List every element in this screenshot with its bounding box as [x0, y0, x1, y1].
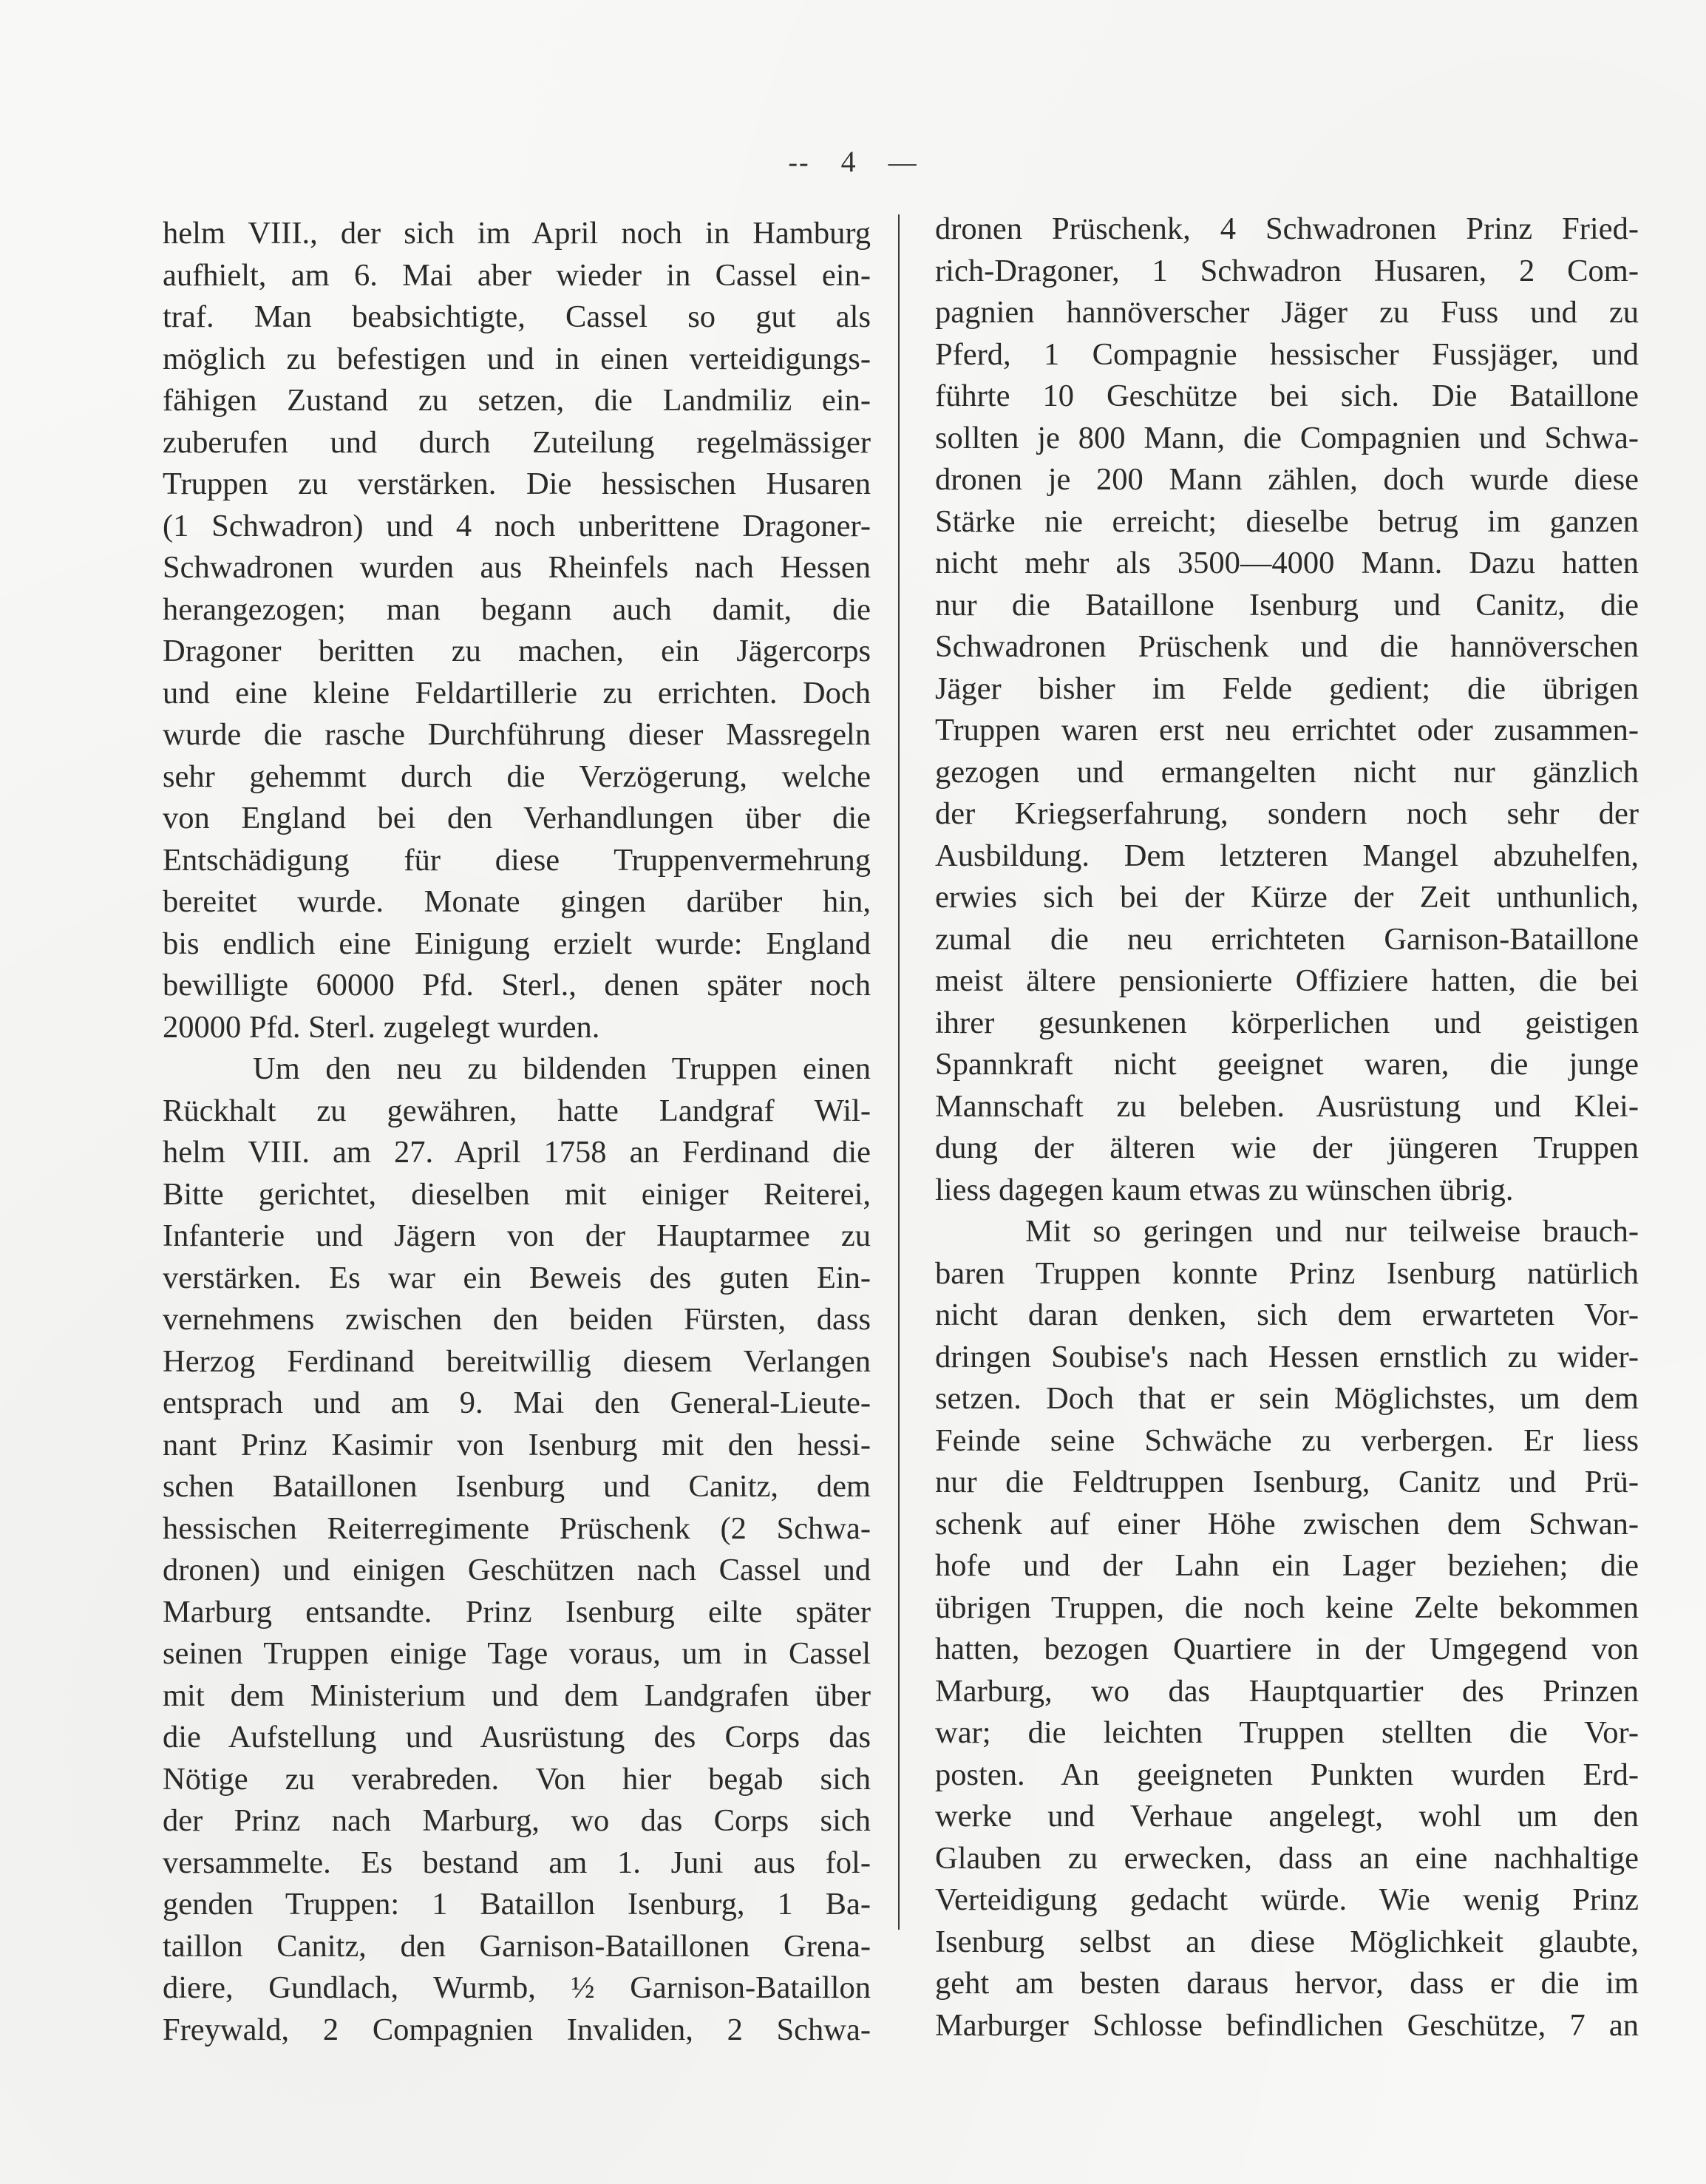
text-line: Dragoner beritten zu machen, ein Jägercorps [163, 634, 871, 668]
text-line: meist ältere pensionierte Offiziere hatten, die bei [935, 963, 1639, 998]
text-line: Verteidigung gedacht würde. Wie wenig Prinz [935, 1882, 1639, 1917]
text-line: übrigen Truppen, die noch keine Zelte bekommen [935, 1590, 1639, 1625]
text-line: dung der älteren wie der jüngeren Truppen [935, 1130, 1639, 1165]
text-line: von England bei den Verhandlungen über die [163, 801, 871, 835]
text-line: fähigen Zustand zu setzen, die Landmiliz ein- [163, 383, 871, 418]
text-line: schenk auf einer Höhe zwischen dem Schwan- [935, 1506, 1639, 1542]
text-line: und eine kleine Feldartillerie zu errichten. Doch [163, 675, 871, 711]
text-line: verstärken. Es war ein Beweis des guten Ein- [163, 1260, 871, 1295]
text-line: Spannkraft nicht geeignet waren, die junge [935, 1047, 1639, 1082]
text-line: hofe und der Lahn ein Lager beziehen; die [935, 1548, 1639, 1583]
text-line: erwies sich bei der Kürze der Zeit unthunlich, [935, 880, 1639, 915]
text-line: Glauben zu erwecken, dass an eine nachhaltige [935, 1840, 1639, 1876]
text-line: bewilligte 60000 Pfd. Sterl., denen später noch [163, 968, 871, 1003]
page-header [0, 144, 1706, 179]
text-line: Marburg, wo das Hauptquartier des Prinzen [935, 1673, 1639, 1709]
text-line: liess dagegen kaum etwas zu wünschen übrig. [935, 1172, 1514, 1207]
text-line: nant Prinz Kasimir von Isenburg mit den hessi- [163, 1427, 871, 1462]
text-line: geht am besten daraus hervor, dass er die im [935, 1966, 1639, 2001]
text-line: mit dem Ministerium und dem Landgrafen über [163, 1678, 871, 1713]
text-line: der Kriegserfahrung, sondern noch sehr der [935, 796, 1639, 831]
header-dash-right: — [888, 147, 918, 178]
right-text-column [935, 208, 1639, 2046]
text-line: Truppen waren erst neu errichtet oder zusammen- [935, 713, 1639, 747]
text-line: diere, Gundlach, Wurmb, ½ Garnison-Bataillon [163, 1970, 871, 2005]
text-line: Um den neu zu bildenden Truppen einen [253, 1051, 871, 1086]
text-line: Pferd, 1 Compagnie hessischer Fussjäger, und [935, 336, 1639, 372]
text-line: zumal die neu errichteten Garnison-Bataillone [935, 921, 1639, 957]
text-line: helm VIII. am 27. April 1758 an Ferdinand die [163, 1135, 871, 1170]
text-line: die Aufstellung und Ausrüstung des Corps das [163, 1720, 871, 1754]
text-line: pagnien hannöverscher Jäger zu Fuss und zu [935, 295, 1639, 330]
text-line: (1 Schwadron) und 4 noch unberittene Dragoner- [163, 508, 871, 543]
text-line: nur die Bataillone Isenburg und Canitz, die [935, 587, 1639, 623]
text-line: Rückhalt zu gewähren, hatte Landgraf Wil- [163, 1093, 871, 1128]
text-line: Feinde seine Schwäche zu verbergen. Er liess [935, 1422, 1639, 1458]
text-line: Infanterie und Jägern von der Hauptarmee zu [163, 1218, 871, 1253]
text-line: war; die leichten Truppen stellten die Vor- [935, 1715, 1639, 1750]
text-line: Ausbildung. Dem letzteren Mangel abzuhelfen, [935, 838, 1639, 873]
text-line: posten. An geeigneten Punkten wurden Erd- [935, 1757, 1639, 1792]
text-line: Nötige zu verabreden. Von hier begab sich [163, 1761, 871, 1797]
text-line: vernehmens zwischen den beiden Fürsten, dass [163, 1302, 871, 1337]
text-line: Schwadronen Prüschenk und die hannöverschen [935, 629, 1639, 664]
text-line: aufhielt, am 6. Mai aber wieder in Cassel ein- [163, 257, 871, 293]
text-line: bereitet wurde. Monate gingen darüber hin, [163, 884, 871, 919]
text-line: herangezogen; man begann auch damit, die [163, 591, 871, 627]
text-line: hessischen Reiterregimente Prüschenk (2 Schwa- [163, 1510, 871, 1546]
text-line: Bitte gerichtet, dieselben mit einiger Reiterei, [163, 1176, 871, 1212]
text-line: zuberufen und durch Zuteilung regelmässiger [163, 424, 871, 460]
text-line: Stärke nie erreicht; dieselbe betrug im ganzen [935, 503, 1639, 539]
text-line: bis endlich eine Einigung erzielt wurde: England [163, 926, 871, 961]
column-divider-rule [898, 214, 900, 1930]
text-line: baren Truppen konnte Prinz Isenburg natürlich [935, 1255, 1639, 1291]
text-line: nicht daran denken, sich dem erwarteten Vor- [935, 1298, 1639, 1332]
text-line: schen Bataillonen Isenburg und Canitz, dem [163, 1469, 871, 1504]
header-dash-left: -- [788, 147, 810, 178]
text-line: gezogen und ermangelten nicht nur gänzlich [935, 754, 1639, 790]
text-line: entsprach und am 9. Mai den General-Lieute- [163, 1386, 871, 1420]
text-line: genden Truppen: 1 Bataillon Isenburg, 1 Ba- [163, 1887, 871, 1922]
text-line: Mannschaft zu beleben. Ausrüstung und Klei- [935, 1088, 1639, 1124]
text-line: versammelte. Es bestand am 1. Juni aus fol- [163, 1845, 871, 1880]
text-line: nicht mehr als 3500—4000 Mann. Dazu hatten [935, 546, 1639, 580]
text-line: taillon Canitz, den Garnison-Bataillonen Grena- [163, 1928, 871, 1964]
text-line: möglich zu befestigen und in einen verteidigungs- [163, 341, 871, 376]
text-line: Schwadronen wurden aus Rheinfels nach Hessen [163, 550, 871, 585]
text-line: dronen je 200 Mann zählen, doch wurde diese [935, 462, 1639, 497]
text-line: seinen Truppen einige Tage voraus, um in Cassel [163, 1636, 871, 1671]
page-number: 4 [840, 145, 857, 178]
text-line: sehr gehemmt durch die Verzögerung, welche [163, 759, 871, 794]
text-line: dringen Soubise's nach Hessen ernstlich zu wider- [935, 1339, 1639, 1374]
text-line: ihrer gesunkenen körperlichen und geistigen [935, 1005, 1639, 1040]
text-line: Marburg entsandte. Prinz Isenburg eilte später [163, 1594, 871, 1629]
text-line: Entschädigung für diese Truppenvermehrung [163, 842, 871, 878]
text-line: Herzog Ferdinand bereitwillig diesem Verlangen [163, 1343, 871, 1379]
left-text-column [163, 213, 871, 2051]
text-line: dronen Prüschenk, 4 Schwadronen Prinz Fried- [935, 211, 1639, 246]
text-line: Freywald, 2 Compagnien Invaliden, 2 Schwa- [163, 2012, 871, 2047]
text-line: setzen. Doch that er sein Möglichstes, um dem [935, 1381, 1639, 1416]
text-line: dronen) und einigen Geschützen nach Cassel und [163, 1553, 871, 1587]
text-line: sollten je 800 Mann, die Compagnien und Schwa- [935, 420, 1639, 455]
text-line: der Prinz nach Marburg, wo das Corps sich [163, 1803, 871, 1838]
text-line: Marburger Schlosse befindlichen Geschütze, 7 an [935, 2007, 1639, 2043]
text-line: nur die Feldtruppen Isenburg, Canitz und Prü- [935, 1465, 1639, 1499]
text-line: werke und Verhaue angelegt, wohl um den [935, 1799, 1639, 1834]
text-line: Isenburg selbst an diese Möglichkeit glaubte, [935, 1924, 1639, 1959]
text-line: helm VIII., der sich im April noch in Hamburg [163, 216, 871, 251]
text-line: Jäger bisher im Felde gedient; die übrigen [935, 671, 1639, 706]
text-line: 20000 Pfd. Sterl. zugelegt wurden. [163, 1009, 600, 1045]
text-line: hatten, bezogen Quartiere in der Umgegend von [935, 1632, 1639, 1666]
text-line: Truppen zu verstärken. Die hessischen Husaren [163, 467, 871, 501]
text-line: Mit so geringen und nur teilweise brauch- [1025, 1214, 1639, 1249]
text-line: rich-Dragoner, 1 Schwadron Husaren, 2 Com- [935, 253, 1639, 288]
text-line: wurde die rasche Durchführung dieser Massregeln [163, 717, 871, 752]
text-line: führte 10 Geschütze bei sich. Die Bataillone [935, 379, 1639, 413]
text-line: traf. Man beabsichtigte, Cassel so gut als [163, 299, 871, 334]
